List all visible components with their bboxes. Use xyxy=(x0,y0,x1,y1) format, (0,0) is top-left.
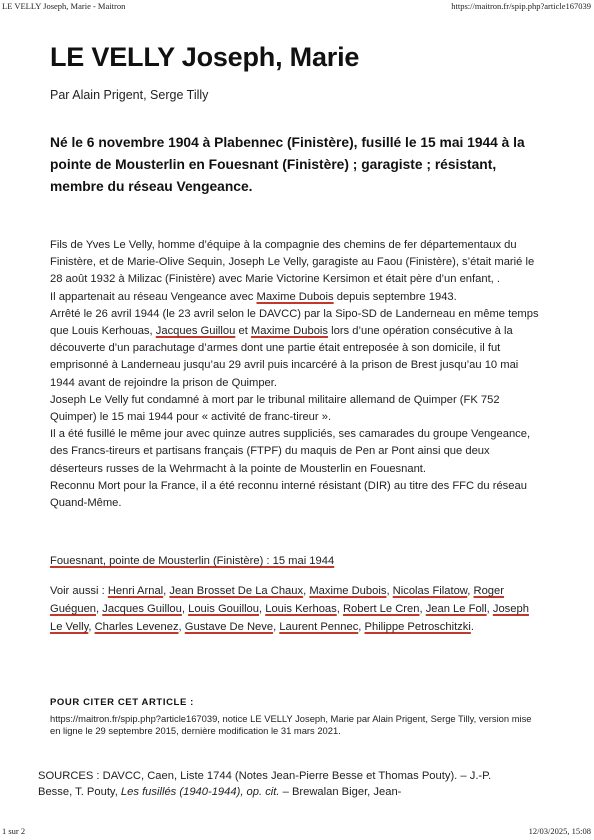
print-footer-page: 1 sur 2 xyxy=(2,826,26,836)
article-authors: Par Alain Prigent, Serge Tilly xyxy=(50,88,209,102)
body-paragraph-5: Il a été fusillé le même jour avec quinze autres suppliciés, ses camarades du groupe Vengeance, des Francs-tireurs et partisans français (FTPF) du maquis de Pen ar Pont ainsi que deux déserteurs russes de la Wehrmacht à la pointe de Mousterlin en Fouesnant. xyxy=(50,428,531,475)
body-paragraph-2-end: depuis septembre 1943. xyxy=(333,290,457,303)
print-header-url: https://maitron.fr/spip.php?article167039 xyxy=(451,1,591,11)
see-also-separator: , xyxy=(386,585,393,597)
body-paragraph-2-start: Il appartenait au réseau Vengeance avec xyxy=(50,290,257,303)
see-also-link[interactable]: Charles Levenez xyxy=(94,621,179,633)
see-also-link[interactable]: Laurent Pennec xyxy=(279,621,359,633)
sources-text-end: – Brewalan Biger, Jean- xyxy=(279,786,402,798)
article-title: LE VELLY Joseph, Marie xyxy=(50,42,360,72)
see-also-link[interactable]: Joseph Le Velly xyxy=(50,603,529,633)
see-also-separator: , xyxy=(303,585,310,597)
print-header xyxy=(0,1,594,13)
see-also-separator: , xyxy=(419,603,426,615)
link-maxime-dubois[interactable]: Maxime Dubois xyxy=(256,290,334,303)
see-also-separator: , xyxy=(358,621,365,633)
see-also-link[interactable]: Maxime Dubois xyxy=(309,585,387,597)
see-also-label: Voir aussi : xyxy=(50,585,108,597)
see-also-separator: , xyxy=(336,603,343,615)
see-also-separator: , xyxy=(163,585,170,597)
see-also-link[interactable]: Jean Brosset De La Chaux xyxy=(169,585,304,597)
link-maxime-dubois-2[interactable]: Maxime Dubois xyxy=(250,325,329,338)
see-also-link[interactable]: Jean Le Foll xyxy=(425,603,487,615)
see-also-separator: , xyxy=(467,585,474,597)
see-also-link[interactable]: Jacques Guillou xyxy=(102,603,182,615)
see-also-links xyxy=(50,585,529,633)
cite-heading: POUR CITER CET ARTICLE : xyxy=(50,697,194,708)
place-link[interactable]: Fouesnant, pointe de Mousterlin (Finistère) : 15 mai 1944 xyxy=(50,555,335,567)
see-also-link[interactable]: Louis Gouillou xyxy=(188,603,259,615)
article-summary: Né le 6 novembre 1904 à Plabennec (Finistère), fusillé le 15 mai 1944 à la pointe de Mousterlin en Fouesnant (Finistère) ; garagiste ; résistant, membre du réseau Vengeance. xyxy=(50,135,525,194)
body-paragraph-3-mid: et xyxy=(235,325,251,338)
body-paragraph-3-start: Arrêté le 26 avril 1944 (le 23 avril selon le DAVCC) par la Sipo-SD de Landerneau en même temps que Louis Kerhouas, xyxy=(50,307,539,338)
body-paragraph-4: Joseph Le Velly fut condamné à mort par le tribunal militaire allemand de Quimper (FK 752 Quimper) le 15 mai 1944 pour « activité de franc-tireur ». xyxy=(50,393,500,424)
see-also-separator: . xyxy=(470,621,474,633)
see-also-separator: , xyxy=(259,603,266,615)
print-footer xyxy=(0,826,594,838)
see-also-link[interactable]: Philippe Petroschitzki xyxy=(364,621,471,633)
body-paragraph-1: Fils de Yves Le Velly, homme d’équipe à la compagnie des chemins de fer départementaux du Finistère, et de Marie-Olive Sequin, Joseph Le Velly, garagiste au Faou (Finistère), s’était marié le 28 août 1932 à Milizac (Finistère) avec Marie Victorine Kersimon et était père d’un enfant, . xyxy=(50,239,535,286)
link-jacques-guillou[interactable]: Jacques Guillou xyxy=(155,325,236,338)
sources xyxy=(38,768,498,800)
body-paragraph-6: Reconnu Mort pour la France, il a été reconnu interné résistant (DIR) au titre des FFC du réseau Quand-Même. xyxy=(50,479,527,510)
cite-text: https://maitron.fr/spip.php?article167039, notice LE VELLY Joseph, Marie par Alain Prigent, Serge Tilly, version mise en ligne le 29 septembre 2015, dernière modification le 31 mars 2021. xyxy=(50,713,532,736)
see-also-link[interactable]: Louis Kerhoas xyxy=(265,603,337,615)
place-date xyxy=(50,553,334,570)
see-also xyxy=(50,582,542,636)
see-also-separator: , xyxy=(486,603,493,615)
see-also-separator: , xyxy=(88,621,95,633)
see-also-link[interactable]: Nicolas Filatow xyxy=(392,585,468,597)
see-also-link[interactable]: Roger Guéguen xyxy=(50,585,504,615)
see-also-separator: , xyxy=(273,621,280,633)
body-paragraph-3-end: lors d’une opération consécutive à la découverte d’un parachutage d’armes dont une partie était entreposée à son domicile, il fut emprisonné à Landerneau jusqu’au 29 avril puis incarcéré à la prison de Brest jusqu’au 10 mai 1944 avant de rejoindre la prison de Quimper. xyxy=(50,325,519,389)
sources-italic: Les fusillés (1940-1944), op. cit. xyxy=(120,786,280,798)
see-also-separator: , xyxy=(96,603,103,615)
see-also-separator: , xyxy=(181,603,189,615)
print-header-title: LE VELLY Joseph, Marie - Maitron xyxy=(2,1,126,11)
see-also-separator: , xyxy=(178,621,185,633)
article-body xyxy=(50,237,540,512)
see-also-link[interactable]: Gustave De Neve xyxy=(184,621,274,633)
print-footer-datetime: 12/03/2025, 15:08 xyxy=(528,826,591,836)
see-also-link[interactable]: Henri Arnal xyxy=(107,585,164,597)
sources-text: SOURCES : DAVCC, Caen, Liste 1744 (Notes Jean-Pierre Besse et Thomas Pouty). – J.-P. Besse, T. Pouty, xyxy=(38,770,492,798)
see-also-link[interactable]: Robert Le Cren xyxy=(342,603,420,615)
